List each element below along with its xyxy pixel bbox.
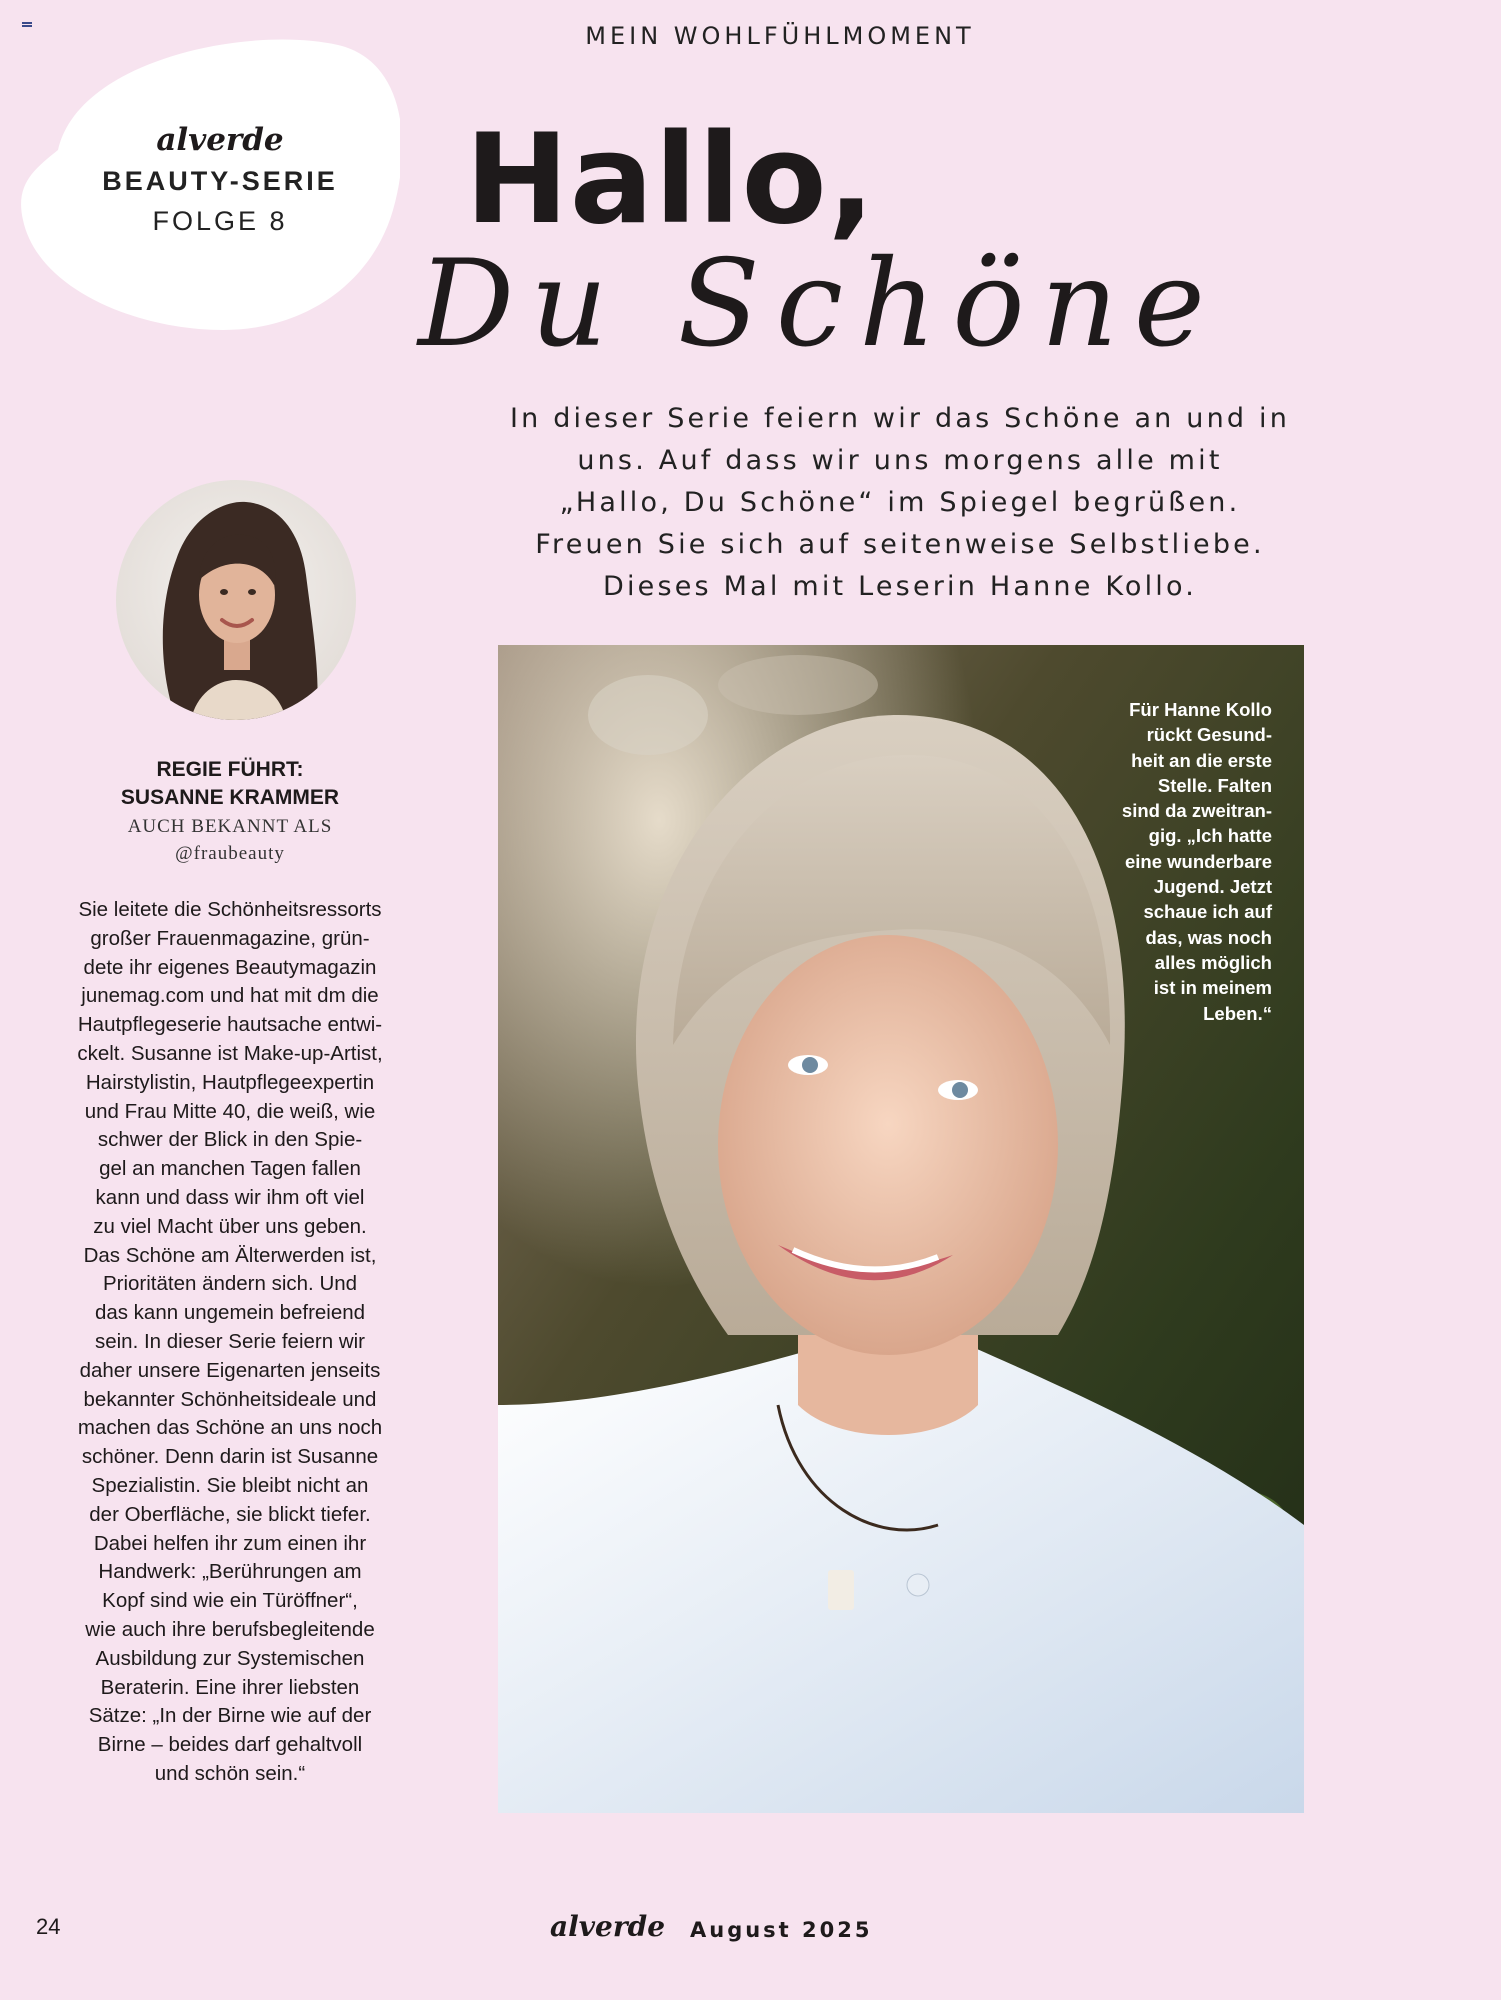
corner-mark-icon — [22, 22, 32, 30]
caption-line: rückt Gesund- — [1146, 724, 1272, 746]
bio-line: Prioritäten ändern sich. Und — [102, 1272, 358, 1296]
bio-line: Dabei helfen ihr zum einen ihr — [93, 1531, 367, 1555]
footer-brand-logo: alverde — [550, 1910, 666, 1943]
intro-line: „Hallo, Du Schöne“ im Spiegel begrüßen. — [559, 487, 1241, 518]
caption-line: das, was noch — [1145, 926, 1272, 948]
bio-line: Kopf sind wie ein Türöffner“, — [102, 1589, 358, 1613]
bio-line: wie auch ihre berufsbegleitende — [85, 1617, 375, 1641]
caption-line: alles möglich — [1154, 951, 1272, 973]
bio-line: dete ihr eigenes Beautymagazin — [83, 955, 377, 979]
bio-line: kann und dass wir ihm oft viel — [95, 1185, 365, 1209]
bio-line: machen das Schöne an uns noch — [77, 1416, 383, 1440]
caption-line: sind da zweitran- — [1121, 800, 1272, 822]
bio-line: schöner. Denn darin ist Susanne — [81, 1445, 379, 1469]
bio-line: und schön sein.“ — [154, 1761, 306, 1785]
badge-brand-logo: alverde — [156, 122, 284, 158]
author-portrait — [116, 480, 356, 720]
bio-line: Hairstylistin, Hautpflegeexpertin — [85, 1070, 375, 1094]
bio-text — [40, 896, 420, 1789]
caption-line: schaue ich auf — [1143, 901, 1272, 923]
bio-line: bekannter Schönheitsideale und — [83, 1387, 377, 1411]
bio-line: großer Frauenmagazine, grün- — [90, 926, 370, 950]
bio-line: daher unsere Eigenarten jenseits — [79, 1358, 381, 1382]
caption-line: Jugend. Jetzt — [1153, 876, 1272, 898]
bio-line: zu viel Macht über uns geben. — [93, 1214, 367, 1238]
bio-line: schwer der Blick in den Spie- — [97, 1128, 363, 1152]
headline-line-2: Du Schöne — [418, 235, 1221, 374]
headline-line-1: Hallo, — [465, 108, 876, 252]
intro-line: uns. Auf dass wir uns morgens alle mit — [577, 445, 1223, 476]
badge-episode-label: FOLGE 8 — [152, 206, 288, 236]
bio-line: gel an manchen Tagen fallen — [99, 1157, 361, 1181]
footer-date: August 2025 — [690, 1918, 873, 1942]
bio-line: junemag.com und hat mit dm die — [81, 984, 379, 1008]
regie-handle: @fraubeauty — [175, 843, 285, 864]
bio-line: das kann ungemein befreiend — [94, 1301, 366, 1325]
bio-line: Sätze: „In der Birne wie auf der — [88, 1704, 372, 1728]
caption-line: gig. „Ich hatte — [1148, 825, 1272, 847]
bio-line: Birne – beides darf gehaltvoll — [97, 1733, 363, 1757]
badge-series-label: BEAUTY-SERIE — [102, 166, 338, 196]
bio-line: Ausbildung zur Systemischen — [95, 1646, 365, 1670]
regie-aka: AUCH BEKANNT ALS — [127, 816, 333, 837]
bio-line: Hautpflegeserie hautsache entwi- — [77, 1013, 383, 1037]
bio-line: Spezialistin. Sie bleibt nicht an — [91, 1473, 369, 1497]
caption-line: Für Hanne Kollo — [1129, 699, 1272, 720]
bio-line: Handwerk: „Berührungen am — [98, 1560, 362, 1584]
intro-line: In dieser Serie feiern wir das Schöne an und in — [509, 403, 1291, 434]
bio-line: Beraterin. Eine ihrer liebsten — [100, 1675, 360, 1699]
bio-line: der Oberfläche, sie blickt tiefer. — [89, 1502, 371, 1526]
bio-line: Sie leitete die Schönheitsressorts — [78, 898, 382, 921]
caption-line: Stelle. Falten — [1157, 774, 1272, 796]
bio-line: sein. In dieser Serie feiern wir — [94, 1329, 366, 1353]
caption-line: ist in meinem — [1153, 977, 1272, 999]
regie-label: REGIE FÜHRT: — [156, 758, 304, 781]
page-number: 24 — [36, 1914, 61, 1939]
intro-line: Freuen Sie sich auf seitenweise Selbstliebe. — [535, 529, 1265, 560]
section-title: MEIN WOHLFÜHLMOMENT — [585, 22, 975, 50]
intro-text — [500, 398, 1300, 608]
bio-line: Das Schöne am Älterwerden ist, — [83, 1243, 377, 1267]
caption-line: heit an die erste — [1131, 749, 1272, 771]
caption-line: Leben.“ — [1203, 1002, 1272, 1024]
intro-line: Dieses Mal mit Leserin Hanne Kollo. — [602, 571, 1198, 602]
photo-caption — [1040, 697, 1272, 1026]
bio-line: und Frau Mitte 40, die weiß, wie — [84, 1099, 376, 1123]
bio-line: ckelt. Susanne ist Make-up-Artist, — [77, 1041, 383, 1065]
regie-name: SUSANNE KRAMMER — [120, 786, 340, 809]
caption-line: eine wunderbare — [1124, 850, 1272, 872]
